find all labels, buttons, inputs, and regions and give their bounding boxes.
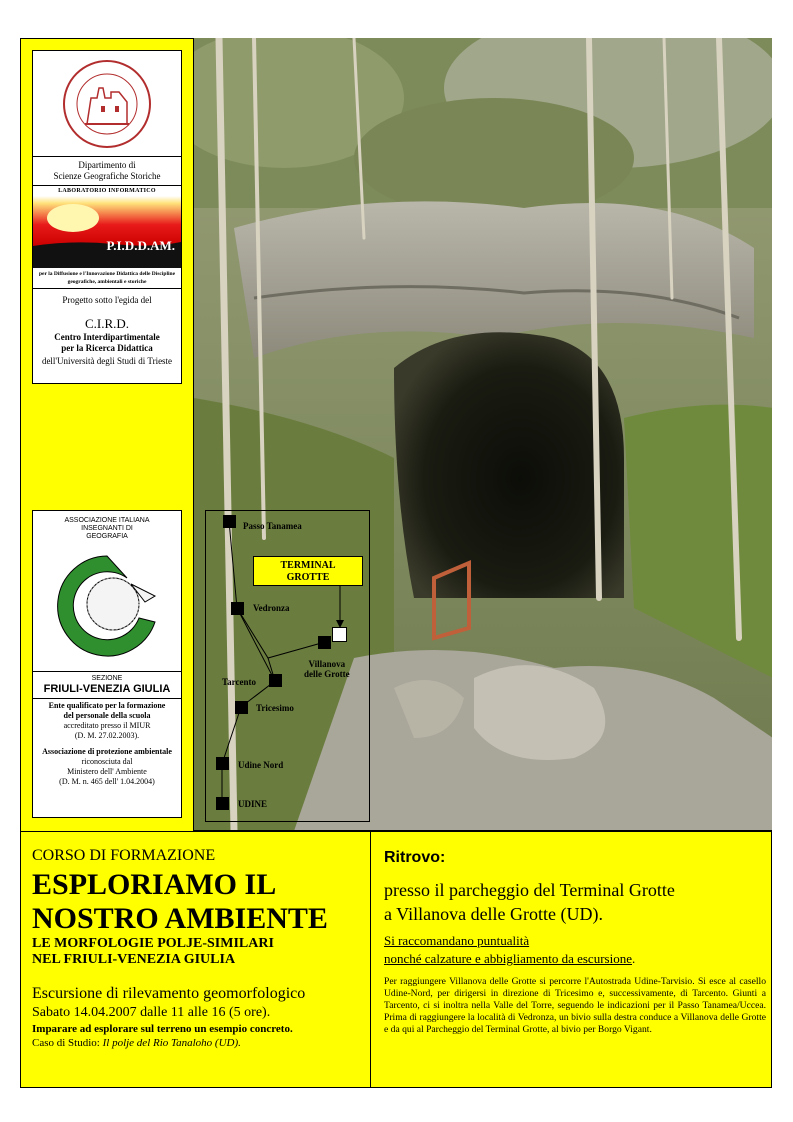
course-excursion: Escursione di rilevamento geomorfologico — [32, 985, 306, 1002]
recommend-line1: Si raccomandano puntualità — [384, 933, 530, 948]
ente-line3: accreditato presso il MIUR — [63, 721, 151, 730]
aiig-line1: ASSOCIAZIONE ITALIANA — [64, 517, 150, 524]
bottom-divider — [370, 831, 371, 1088]
piddam-banner — [33, 196, 181, 268]
course-subtitle-1: LE MORFOLOGIE POLJE-SIMILARI — [32, 936, 274, 951]
aiig-logo — [33, 541, 181, 671]
assoc-line3: Ministero dell' Ambiente — [67, 767, 147, 776]
label-villanova-2: delle Grotte — [304, 669, 350, 679]
recommend-line2: nonché calzature e abbigliamento da escursione — [384, 951, 632, 966]
cird-line2: per la Ricerca Didattica — [61, 343, 153, 353]
aiig-panel — [32, 510, 182, 818]
section-name: FRIULI-VENEZIA GIULIA — [43, 683, 171, 695]
course-case-prefix: Caso di Studio: — [32, 1037, 103, 1049]
assoc-line1: Associazione di protezione ambientale — [42, 747, 172, 756]
ente-line1: Ente qualificato per la formazione — [48, 701, 166, 710]
label-passo-tanamea: Passo Tanamea — [243, 521, 302, 531]
piddam-subtitle: per la Diffusione e l'Innovazione Didattica delle Discipline geografiche, ambientali e storiche — [38, 271, 176, 285]
course-title-2: NOSTRO AMBIENTE — [32, 902, 328, 935]
stop-vedronza — [231, 602, 244, 615]
label-udine-nord: Udine Nord — [238, 760, 284, 770]
label-tricesimo: Tricesimo — [256, 703, 294, 713]
meeting-heading: Ritrovo: — [384, 849, 446, 866]
label-vedronza: Vedronza — [253, 603, 290, 613]
course-subtitle-2: NEL FRIULI-VENEZIA GIULIA — [32, 952, 236, 967]
terminal-line2: GROTTE — [286, 572, 330, 583]
department-line2: Scienze Geografiche Storiche — [53, 171, 161, 181]
stop-villanova — [318, 636, 331, 649]
terminal-marker — [332, 627, 347, 642]
recommend-end: . — [631, 951, 636, 966]
assoc-line2: riconosciuta dal — [81, 757, 133, 766]
label-tarcento: Tarcento — [222, 677, 257, 687]
course-info — [32, 846, 362, 1050]
stop-passo-tanamea — [223, 515, 236, 528]
terminal-line1: TERMINAL — [280, 560, 336, 571]
stop-tricesimo — [235, 701, 248, 714]
aiig-line2: INSEGNANTI DI — [81, 525, 133, 532]
stop-udine-nord — [216, 757, 229, 770]
bottom-top-rule — [20, 831, 772, 832]
aiig-line3: GEOGRAFIA — [86, 533, 128, 540]
piddam-title: P.I.D.D.AM. — [106, 238, 175, 253]
university-seal — [33, 51, 181, 156]
cird-title: C.I.R.D. — [84, 316, 130, 331]
course-case — [32, 1036, 362, 1050]
label-villanova — [304, 659, 350, 679]
department-line1: Dipartimento di — [78, 160, 136, 170]
meeting-info — [384, 848, 766, 1036]
cird-line1: Centro Interdipartimentale — [54, 332, 160, 342]
ente-line4: (D. M. 27.02.2003). — [74, 731, 140, 740]
institution-panel — [32, 50, 182, 384]
meeting-place-2: a Villanova delle Grotte (UD). — [384, 904, 604, 924]
cird-line3: dell'Università degli Studi di Trieste — [41, 356, 173, 366]
stop-udine — [216, 797, 229, 810]
label-udine: UDINE — [238, 799, 268, 809]
assoc-line4: (D. M. n. 465 dell' 1.04.2004) — [59, 777, 155, 786]
course-motto: Imparare ad esplorare sul terreno un esempio concreto. — [32, 1023, 293, 1035]
project-line: Progetto sotto l'egida del — [62, 295, 152, 305]
ente-line2: del personale della scuola — [63, 711, 151, 720]
course-title-1: ESPLORIAMO IL — [32, 868, 277, 901]
course-kicker: CORSO DI FORMAZIONE — [32, 847, 216, 864]
section-label: SEZIONE — [91, 675, 123, 682]
course-case-italic: Il polje del Rio Tanaloho (UD). — [102, 1037, 241, 1049]
directions-text: Per raggiungere Villanova delle Grotte si percorre l'Autostrada Udine-Tarvisio. Si esce al casello Udine-Nord, per dirigersi in direzione di Tricesimo e, successivamente, di Tarcento. Giunti a Tarcento, ci si inoltra nella Valle del Torre, seguendo le indicazioni per il Passo Tanamea/Uccea. Prima di raggiungere la località di Vedronza, un bivio sulla destra conduce a Villanova delle Grotte e da qui al Parcheggio del Terminal Grotte, al bivio per Borgo Vigant. — [384, 976, 766, 1035]
terminal-grotte-box — [253, 556, 363, 586]
course-date: Sabato 14.04.2007 dalle 11 alle 16 (5 ore). — [32, 1005, 271, 1020]
label-villanova-1: Villanova — [308, 659, 346, 669]
meeting-place-1: presso il parcheggio del Terminal Grotte — [384, 880, 675, 900]
stop-tarcento — [269, 674, 282, 687]
lab-header: LABORATORIO INFORMATICO — [58, 188, 156, 194]
